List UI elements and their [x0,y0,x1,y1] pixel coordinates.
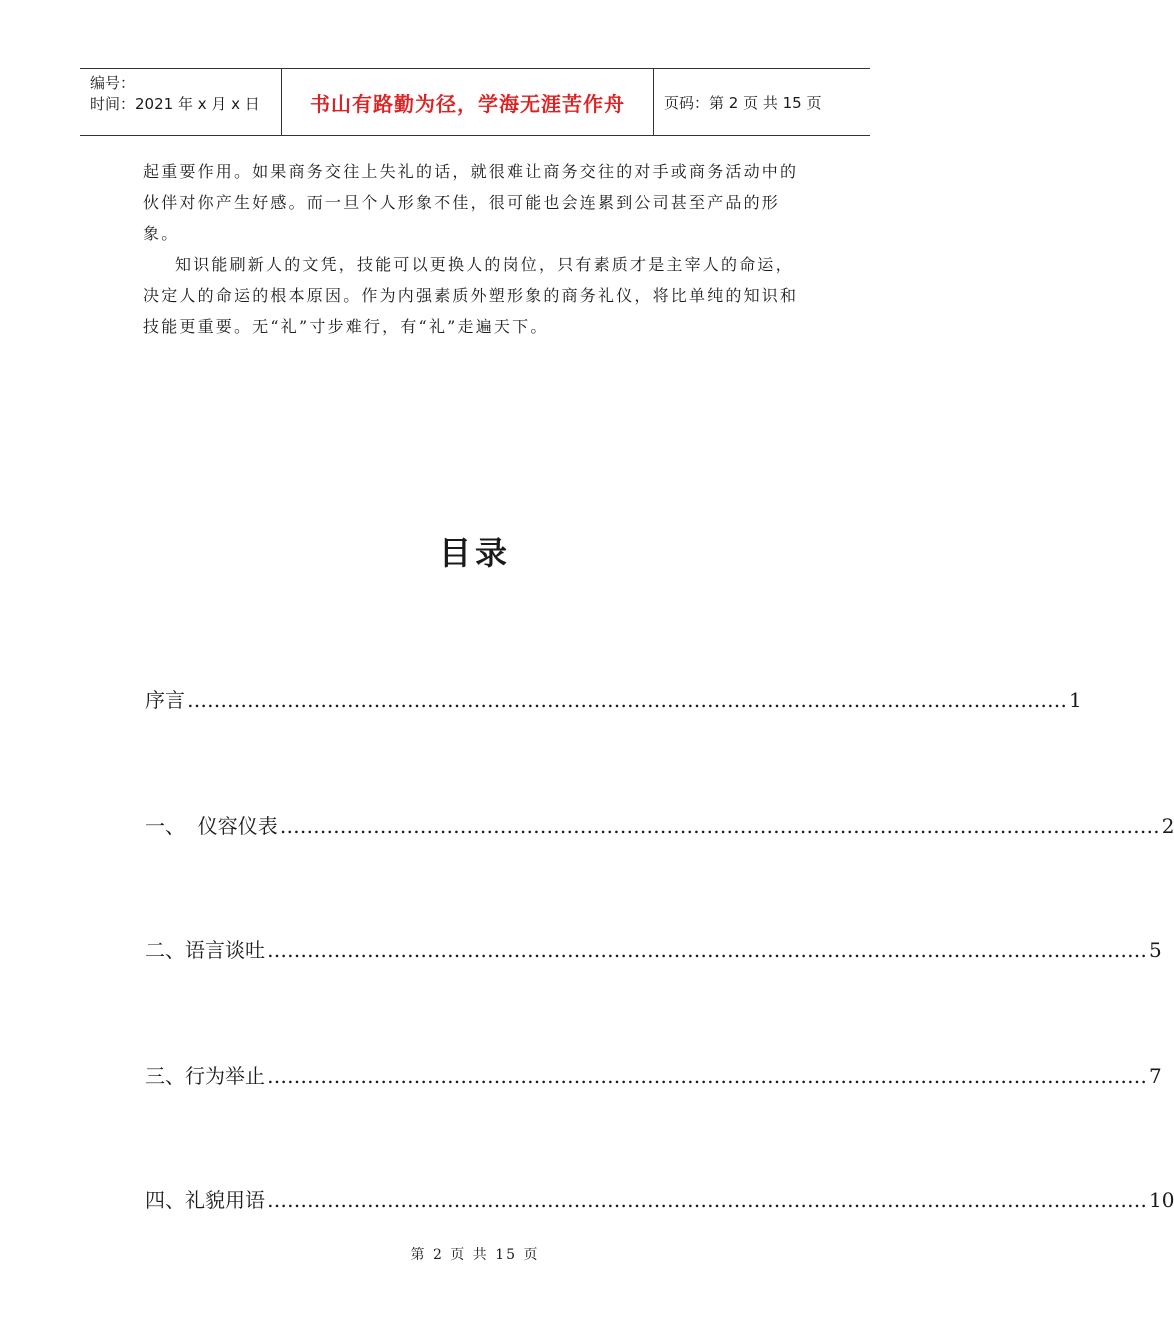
paragraph-2: 知识能刷新人的文凭，技能可以更换人的岗位，只有素质才是主宰人的命运，决定人的命运的根本原因。作为内强素质外塑形象的商务礼仪，将比单纯的知识和技能更重要。无“礼”寸步难行，有“礼”走遍天下。 [143,255,799,336]
header-meta [80,69,282,135]
paragraph-1: 起重要作用。如果商务交往上失礼的话，就很难让商务交往的对手或商务活动中的伙伴对你产生好感。而一旦个人形象不佳，很可能也会连累到公司甚至产品的形象。 [143,162,799,243]
toc-entry-page: 2 [1161,814,1174,838]
toc-entry-label: 二、语言谈吐 [145,938,265,962]
header-slogan: 书山有路勤为径，学海无涯苦作舟 [310,91,625,116]
document-header [80,68,870,136]
toc-entry-preface[interactable] [145,684,1082,714]
serial-number-label: 编号： [90,74,136,92]
toc-entry-label: 四、礼貌用语 [145,1188,265,1212]
toc-leader-dots: …………………………………………………………………………………………………………………… [187,688,1067,712]
date-label: 时间：2021 年 x 月 x 日 [90,95,260,113]
toc-entry-label: 一、 仪容仪表 [145,814,278,838]
toc-leader-dots: …………………………………………………………………………………………………………………… [279,814,1160,838]
page-footer: 第 2 页 共 15 页 [410,1247,540,1263]
toc-entry-1[interactable] [145,810,1174,840]
toc-leader-dots: …………………………………………………………………………………………………………………… [267,1188,1147,1212]
toc-entry-page: 1 [1069,688,1082,712]
toc-entry-3[interactable] [145,1060,1162,1090]
header-slogan-cell [282,69,654,135]
header-page-info: 页码：第 2 页 共 15 页 [664,93,822,112]
toc-entry-2[interactable] [145,934,1162,964]
toc-entry-page: 5 [1149,938,1162,962]
toc-entry-page: 7 [1149,1064,1162,1088]
toc-entry-4[interactable] [145,1184,1174,1214]
toc-leader-dots: …………………………………………………………………………………………………………………… [267,938,1147,962]
toc-entry-label: 三、行为举止 [145,1064,265,1088]
toc-leader-dots: …………………………………………………………………………………………………………………… [267,1064,1147,1088]
toc-title: 目录 [438,534,511,572]
toc-entry-label: 序言 [145,688,185,712]
body-text [143,156,805,342]
toc-entry-page: 10 [1149,1188,1174,1212]
